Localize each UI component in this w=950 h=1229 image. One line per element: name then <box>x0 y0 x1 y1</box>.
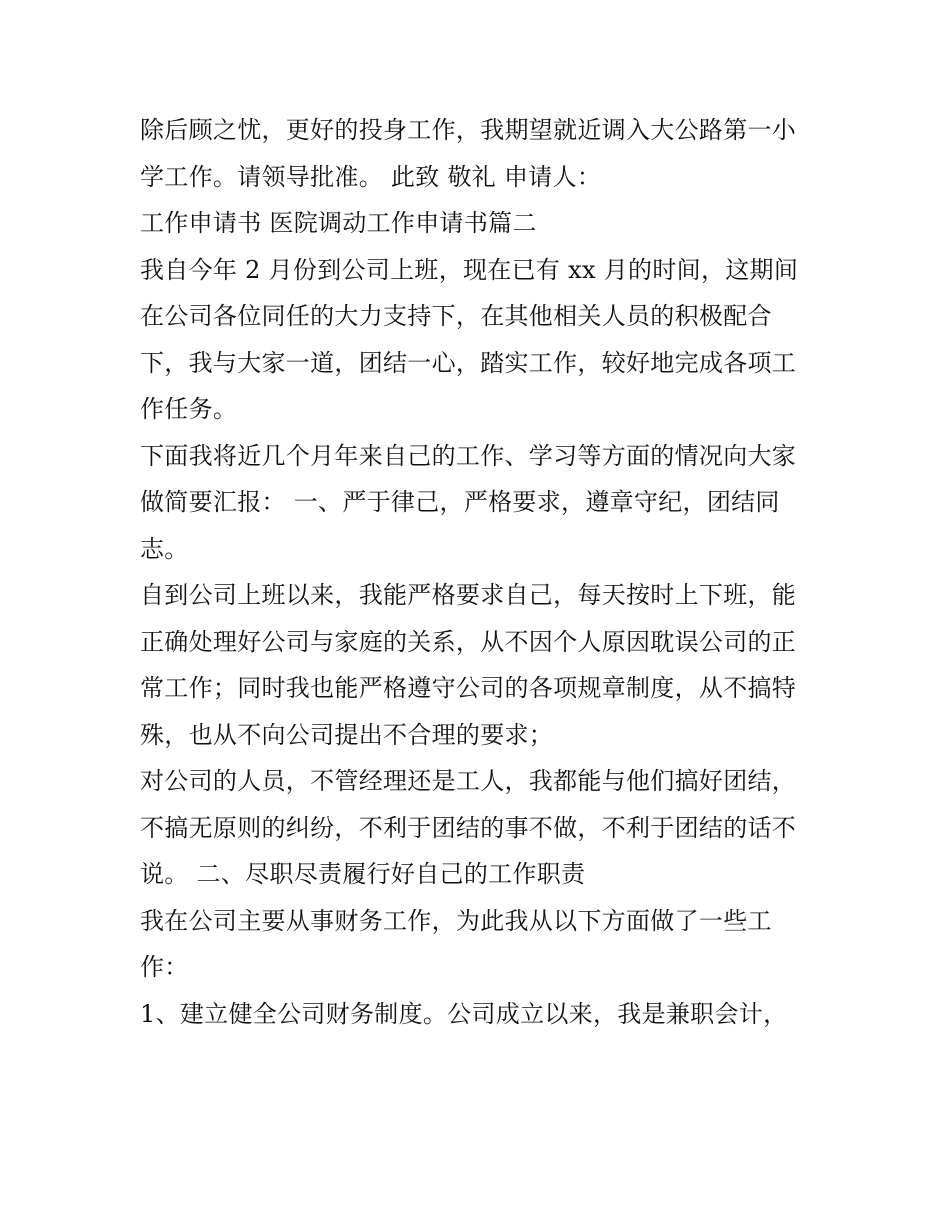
text-line: 学工作。请领导批准。 此致 敬礼 申请人： <box>140 162 602 191</box>
text-line: 说。 二、尽职尽责履行好自己的工作职责 <box>140 860 586 888</box>
text-line: 正确处理好公司与家庭的关系，从不因个人原因耽误公司的正 <box>140 627 797 656</box>
text-line: 作： <box>140 953 189 981</box>
text-line: 作任务。 <box>140 395 238 423</box>
text-line: 我自今年 2 月份到公司上班，现在已有 xx 月的时间，这期间 <box>140 255 799 284</box>
text-line: 殊，也从不向公司提出不合理的要求； <box>140 720 554 749</box>
text-line: 做简要汇报： 一、严于律己，严格要求，遵章守纪，团结同 <box>140 488 780 516</box>
text-line: 志。 <box>140 534 189 563</box>
text-line: 除后顾之忧，更好的投身工作，我期望就近调入大公路第一小 <box>140 116 797 144</box>
text-line: 对公司的人员，不管经理还是工人，我都能与他们搞好团结， <box>140 767 797 795</box>
text-line: 在公司各位同任的大力支持下，在其他相关人员的积极配合 <box>140 302 772 330</box>
text-line: 下，我与大家一道，团结一心，踏实工作，较好地完成各项工 <box>140 348 797 377</box>
document-body <box>140 107 830 1037</box>
text-line: 常工作；同时我也能严格遵守公司的各项规章制度，从不搞特 <box>140 674 797 702</box>
text-line: 1、建立健全公司财务制度。公司成立以来，我是兼职会计， <box>140 999 788 1028</box>
text-line: 下面我将近几个月年来自己的工作、学习等方面的情况向大家 <box>140 441 797 470</box>
text-line: 自到公司上班以来，我能严格要求自己，每天按时上下班，能 <box>140 581 797 609</box>
text-line: 不搞无原则的纠纷，不利于团结的事不做，不利于团结的话不 <box>140 813 797 842</box>
text-line: 我在公司主要从事财务工作，为此我从以下方面做了一些工 <box>140 906 772 935</box>
section-heading: 工作申请书 医院调动工作申请书篇二 <box>140 209 537 237</box>
